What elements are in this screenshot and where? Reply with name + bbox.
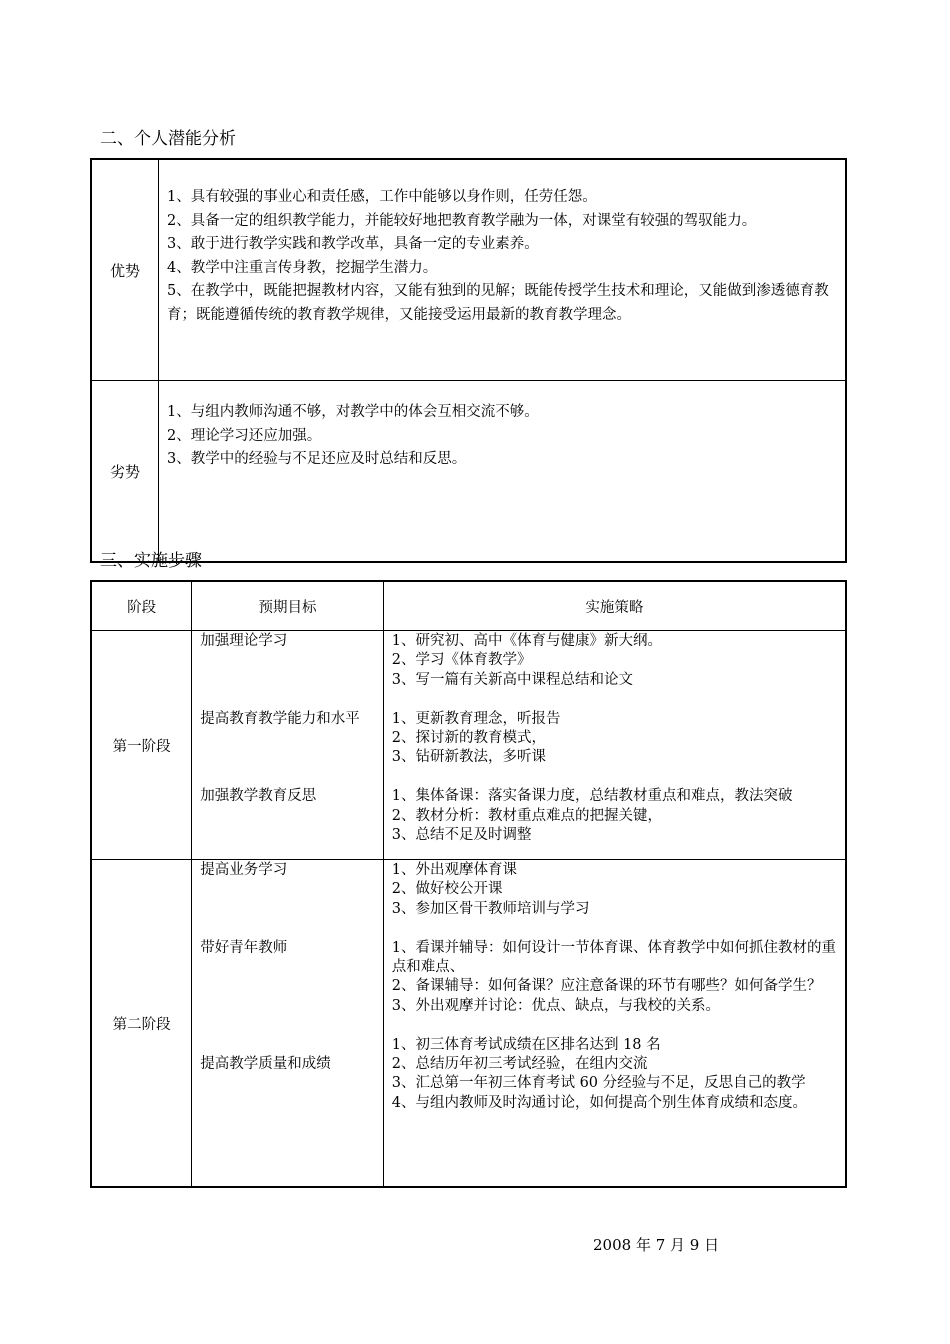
table-row — [91, 860, 846, 1188]
list-item: 2、学习《体育教学》 — [391, 652, 532, 669]
list-item: 2、备课辅导：如何备课？应注意备课的环节有哪些？如何备学生？ — [391, 978, 822, 995]
strengths-list — [159, 159, 847, 381]
list-item: 3、参加区骨干教师培训与学习 — [391, 900, 590, 917]
goals-cell — [192, 631, 384, 860]
list-item: 2、做好校公开课 — [391, 881, 503, 898]
weaknesses-list — [159, 381, 847, 563]
list-item: 3、敢于进行教学实践和教学改革，具备一定的专业素养。 — [167, 236, 539, 252]
strategies-cell — [383, 631, 846, 860]
spacer — [392, 919, 837, 938]
list-item: 3、钻研新教法，多听课 — [391, 749, 546, 766]
column-header-strategy: 实施策略 — [383, 581, 846, 631]
list-item: 2、具备一定的组织教学能力，并能较好地把教育教学融为一体，对课堂有较强的驾驭能力。 — [167, 212, 757, 229]
potential-analysis-table — [90, 158, 847, 563]
list-item: 1、外出观摩体育课 — [391, 862, 517, 878]
spacer — [392, 768, 837, 787]
column-header-stage: 阶段 — [91, 581, 192, 631]
list-item: 1、研究初、高中《体育与健康》新大纲。 — [391, 633, 662, 649]
stage-cell: 第一阶段 — [91, 631, 192, 860]
spacer — [392, 690, 837, 709]
goal-text: 加强教学教育反思 — [200, 788, 317, 805]
table-row — [91, 159, 846, 381]
list-item: 5、在教学中，既能把握教材内容，又能有独到的见解；既能传授学生技术和理论，又能做到渗透德育教育；既能遵循传统的教育教学规律，又能接受运用最新的教育教学理念。 — [167, 283, 829, 323]
list-item: 4、教学中注重言传身教，挖掘学生潜力。 — [167, 259, 438, 276]
column-header-goal: 预期目标 — [192, 581, 384, 631]
list-item: 3、汇总第一年初三体育考试 60 分经验与不足，反思自己的教学 — [391, 1075, 806, 1092]
implementation-table — [90, 580, 847, 1188]
list-item: 2、探讨新的教育模式， — [391, 730, 546, 747]
list-item: 1、集体备课：落实备课力度，总结教材重点和难点，教法突破 — [391, 788, 793, 805]
goal-text: 提高教学质量和成绩 — [200, 1055, 331, 1072]
list-item: 1、更新教育理念，听报告 — [391, 710, 561, 727]
list-item: 3、总结不足及时调整 — [391, 827, 532, 844]
goal-text: 加强理论学习 — [200, 633, 288, 649]
strategies-cell — [383, 860, 846, 1188]
list-item: 3、写一篇有关新高中课程总结和论文 — [391, 671, 633, 688]
stage-cell: 第二阶段 — [91, 860, 192, 1188]
section-title-potential-analysis: 二、个人潜能分析 — [100, 129, 236, 149]
list-item: 2、理论学习还应加强。 — [167, 427, 322, 444]
table-header-row — [91, 581, 846, 631]
goal-text: 带好青年教师 — [200, 939, 288, 956]
list-item: 3、外出观摩并讨论：优点、缺点，与我校的关系。 — [391, 997, 720, 1014]
table-row — [91, 631, 846, 860]
goal-text: 提高教育教学能力和水平 — [200, 710, 360, 727]
list-item: 1、与组内教师沟通不够，对教学中的体会互相交流不够。 — [167, 404, 539, 420]
table-row — [91, 381, 846, 563]
list-item: 3、教学中的经验与不足还应及时总结和反思。 — [167, 451, 467, 467]
document-date: 2008 年 7 月 9 日 — [593, 1236, 720, 1254]
list-item: 4、与组内教师及时沟通讨论，如何提高个别生体育成绩和态度。 — [391, 1094, 807, 1111]
goal-text: 提高业务学习 — [200, 862, 288, 878]
list-item: 2、教材分析：教材重点难点的把握关键， — [391, 807, 662, 824]
list-item: 1、初三体育考试成绩在区排名达到 18 名 — [391, 1036, 661, 1053]
row-label-weaknesses: 劣势 — [91, 381, 159, 563]
list-item: 1、看课并辅导：如何设计一节体育课、体育教学中如何抓住教材的重点和难点、 — [391, 939, 836, 976]
list-item: 2、总结历年初三考试经验，在组内交流 — [391, 1056, 648, 1073]
section-title-implementation-steps: 三、实施步骤 — [100, 551, 202, 571]
spacer — [392, 1016, 837, 1035]
row-label-strengths: 优势 — [91, 159, 159, 381]
list-item: 1、具有较强的事业心和责任感，工作中能够以身作则，任劳任怨。 — [167, 189, 597, 205]
goals-cell — [192, 860, 384, 1188]
